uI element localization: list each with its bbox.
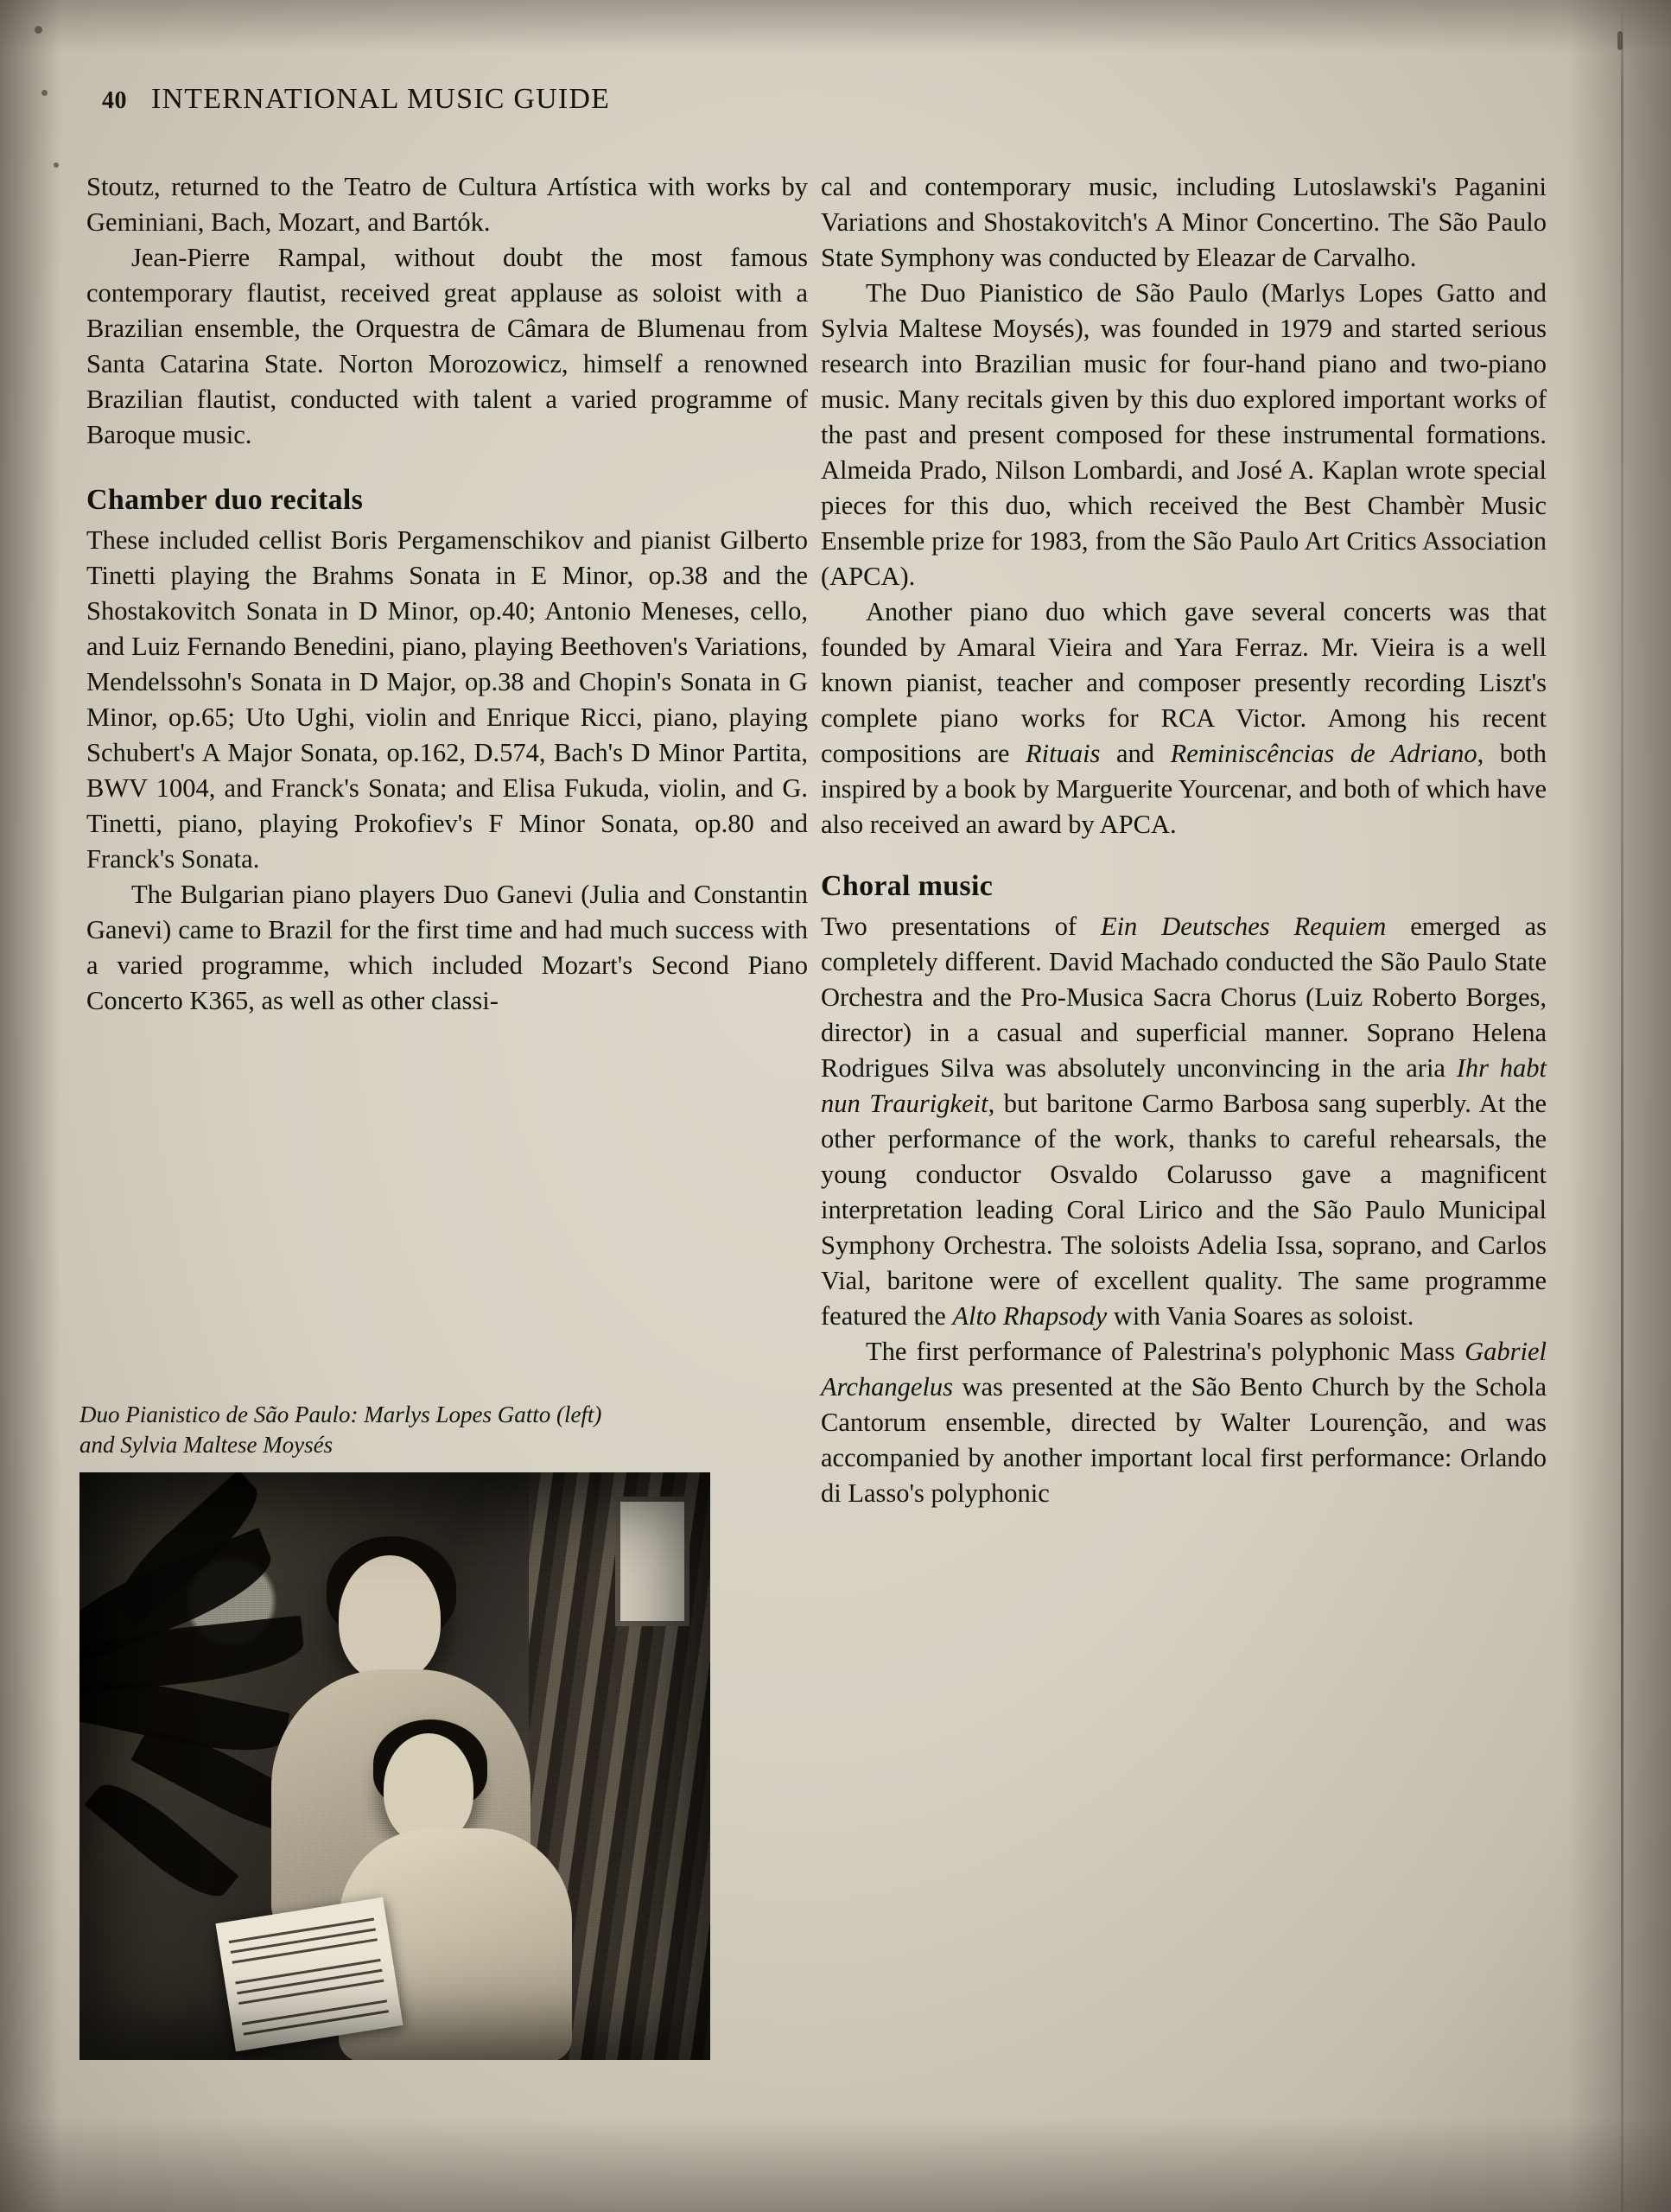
edge-shadow-right: [1567, 0, 1671, 2212]
text-run: , both inspired by a book by Marguerite Yourcenar, and both of which have also received an award by APCA.: [821, 739, 1547, 839]
right-column: [821, 169, 1547, 1511]
paragraph: [821, 594, 1547, 842]
paragraph: The Bulgarian piano players Duo Ganevi (Julia and Constantin Ganevi) came to Brazil for the first time and had much success with a varied programme, which included Mozart's Second Piano Concerto K365, as well as other classi-: [86, 880, 808, 1015]
figure-photo: [79, 1472, 710, 2060]
text-run: and: [1100, 739, 1171, 768]
page-number: 40: [102, 87, 127, 114]
figure-caption-line2: and Sylvia Maltese Moysés: [79, 1432, 334, 1458]
photo-vignette: [79, 1472, 710, 2060]
edge-shadow-bottom: [0, 2117, 1671, 2212]
paragraph: [821, 909, 1547, 1334]
title-italic: Rituais: [1026, 739, 1101, 768]
section-heading-choral-music: Choral music: [821, 870, 994, 902]
text-run: Another piano duo which gave several concerts was that founded by Amaral Vieira and Yara Ferraz. Mr. Vieira is a well known pianist, teacher and composer presently recording Liszt's complete piano works for RCA Victor. Among his recent compositions are: [821, 597, 1547, 768]
edge-shadow-left: [0, 0, 60, 2212]
title-italic: Ein Deutsches Requiem: [1100, 912, 1387, 941]
left-column: [86, 169, 808, 1019]
paragraph: [821, 1334, 1547, 1511]
edge-shadow-top: [0, 0, 1671, 52]
figure-caption: [79, 1400, 771, 1460]
text-run: with Vania Soares as soloist.: [1107, 1301, 1414, 1331]
title-italic: Reminiscências de Adriano: [1170, 739, 1477, 768]
section-heading-chamber-duo-recitals: Chamber duo recitals: [86, 484, 364, 516]
title-italic: Ihr habt nun Traurigkeit: [821, 1053, 1547, 1118]
figure-duo-pianistico: [79, 1400, 779, 2060]
text-run: , but baritone Carmo Barbosa sang superbly. At the other performance of the work, thanks to careful rehearsals, the young conductor Osvaldo Colarusso gave a magnificent interpretation leading Coral Lirico and the São Paulo Municipal Symphony Orchestra. The soloists Adelia Issa, soprano, and Carlos Vial, baritone were of excellent quality. The same programme featured the: [821, 1089, 1547, 1331]
text-run: was presented at the São Bento Church by the Schola Cantorum ensemble, directed by Walter Lourenção, and was accompanied by another important local first performance: Orlando di Lasso's polyphonic: [821, 1372, 1547, 1508]
paragraph: These included cellist Boris Pergamenschikov and pianist Gilberto Tinetti playing the Brahms Sonata in E Minor, op.38 and the Shostakovitch Sonata in D Minor, op.40; Antonio Meneses, cello, and Luiz Fernando Benedini, piano, playing Beethoven's Variations, Mendelssohn's Sonata in D Major, op.38 and Chopin's Sonata in G Minor, op.65; Uto Ughi, violin and Enrique Ricci, piano, playing Schubert's A Major Sonata, op.162, D.574, Bach's D Minor Partita, BWV 1004, and Franck's Sonata; and Elisa Fukuda, violin, and G. Tinetti, piano, playing Prokofiev's F Minor Sonata, op.80 and Franck's Sonata.: [86, 525, 808, 874]
title-italic: Gabriel Archangelus: [821, 1337, 1547, 1402]
paragraph: Stoutz, returned to the Teatro de Cultura Artística with works by Geminiani, Bach, Mozart, and Bartók.: [86, 172, 808, 237]
text-run: The first performance of Palestrina's polyphonic Mass: [866, 1337, 1465, 1366]
running-head: [102, 83, 610, 116]
paragraph: The Duo Pianistico de São Paulo (Marlys Lopes Gatto and Sylvia Maltese Moysés), was founded in 1979 and started serious research into Brazilian music for four-hand piano and two-piano music. Many recitals given by this duo explored important works of the past and present composed for these instrumental formations. Almeida Prado, Nilson Lombardi, and José A. Kaplan wrote special pieces for this duo, which received the Best Chambèr Music Ensemble prize for 1983, from the São Paulo Art Critics Association (APCA).: [821, 278, 1547, 591]
running-title: INTERNATIONAL MUSIC GUIDE: [151, 83, 611, 115]
paragraph: cal and contemporary music, including Lutoslawski's Paganini Variations and Shostakovitch's A Minor Concertino. The São Paulo State Symphony was conducted by Eleazar de Carvalho.: [821, 172, 1547, 272]
text-run: emerged as completely different. David Machado conducted the São Paulo State Orchestra and the Pro-Musica Sacra Chorus (Luiz Roberto Borges, director) in a casual and superficial manner. Soprano Helena Rodrigues Silva was absolutely unconvincing in the aria: [821, 912, 1547, 1083]
title-italic: Alto Rhapsody: [952, 1301, 1108, 1331]
text-run: Two presentations of: [821, 912, 1101, 941]
paragraph: Jean-Pierre Rampal, without doubt the most famous contemporary flautist, received great applause as soloist with a Brazilian ensemble, the Orquestra de Câmara de Blumenau from Santa Catarina State. Norton Morozowicz, himself a renowned Brazilian flautist, conducted with talent a varied programme of Baroque music.: [86, 243, 808, 449]
figure-caption-line1: Duo Pianistico de São Paulo: Marlys Lopes Gatto (left): [79, 1402, 602, 1427]
